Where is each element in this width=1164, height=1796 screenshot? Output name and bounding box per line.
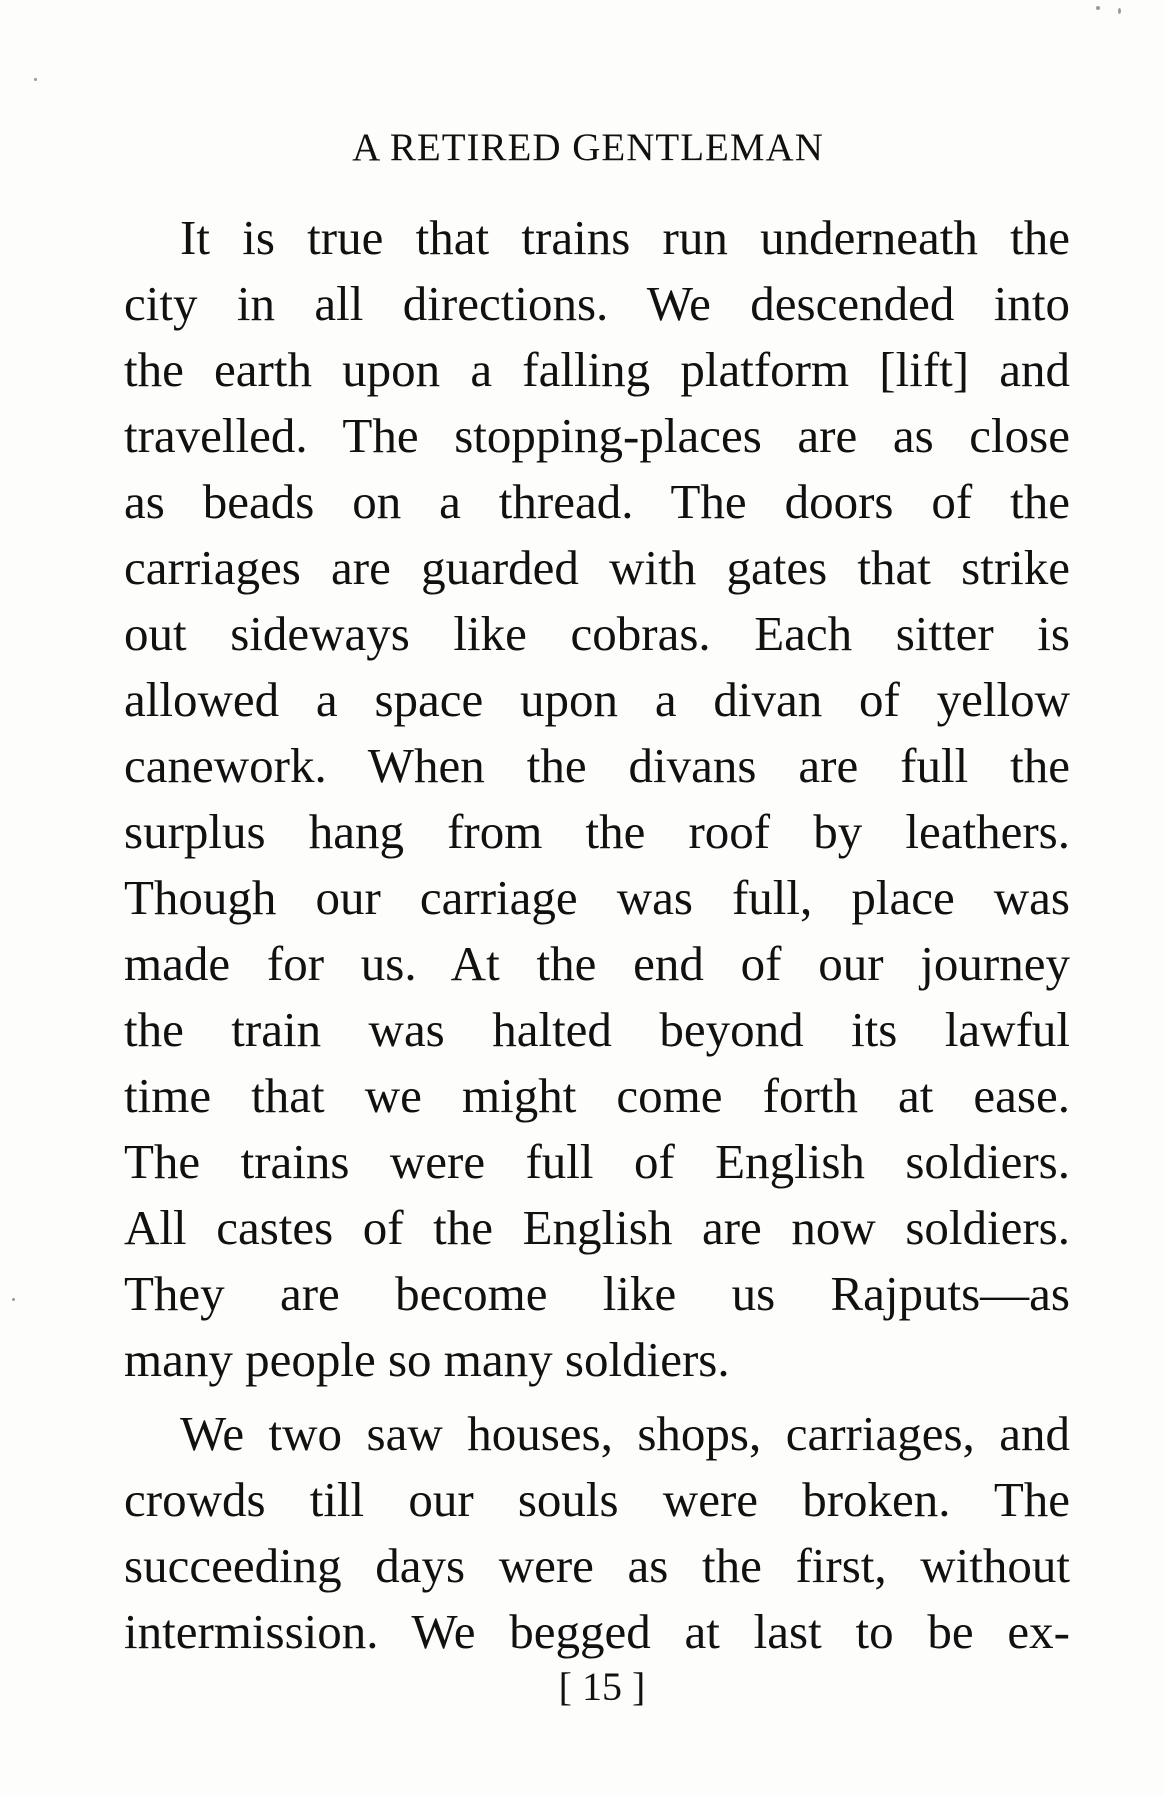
paragraph-gap xyxy=(124,1393,1070,1401)
text-line: All castes of the English are now soldiers. xyxy=(124,1200,1070,1255)
text-line: They are become like us Rajputs—as xyxy=(124,1266,1070,1321)
text-line: the train was halted beyond its lawful xyxy=(124,1002,1070,1057)
paragraph-1 xyxy=(124,205,1070,1393)
text-line: The trains were full of English soldiers. xyxy=(124,1134,1070,1189)
text-line: out sideways like cobras. Each sitter is xyxy=(124,606,1070,661)
paper-speck xyxy=(1118,8,1121,14)
paper-speck xyxy=(1096,6,1100,10)
paragraph-2 xyxy=(124,1401,1070,1665)
text-line: It is true that trains run underneath the xyxy=(180,210,1070,265)
text-line: made for us. At the end of our journey xyxy=(124,936,1070,991)
text-line: travelled. The stopping-places are as close xyxy=(124,408,1070,463)
page-number: [ 15 ] xyxy=(558,1664,646,1709)
text-line: many people so many soldiers. xyxy=(124,1332,730,1387)
paper-speck xyxy=(12,1298,15,1301)
text-line: allowed a space upon a divan of yellow xyxy=(124,672,1070,727)
text-line: city in all directions. We descended into xyxy=(124,276,1070,331)
text-line: surplus hang from the roof by leathers. xyxy=(124,804,1070,859)
text-line: the earth upon a falling platform [lift] and xyxy=(124,342,1070,397)
paper-speck xyxy=(34,78,37,81)
running-title: A RETIRED GENTLEMAN xyxy=(352,126,824,169)
text-line: time that we might come forth at ease. xyxy=(124,1068,1070,1123)
text-line: carriages are guarded with gates that strike xyxy=(124,540,1070,595)
body-text xyxy=(124,205,1070,1665)
text-line: as beads on a thread. The doors of the xyxy=(124,474,1070,529)
text-line: We two saw houses, shops, carriages, and xyxy=(180,1406,1070,1461)
text-line: canework. When the divans are full the xyxy=(124,738,1070,793)
text-line: Though our carriage was full, place was xyxy=(124,870,1070,925)
text-line: succeeding days were as the first, without xyxy=(124,1538,1070,1593)
text-line: intermission. We begged at last to be ex- xyxy=(124,1604,1070,1659)
text-line: crowds till our souls were broken. The xyxy=(124,1472,1070,1527)
